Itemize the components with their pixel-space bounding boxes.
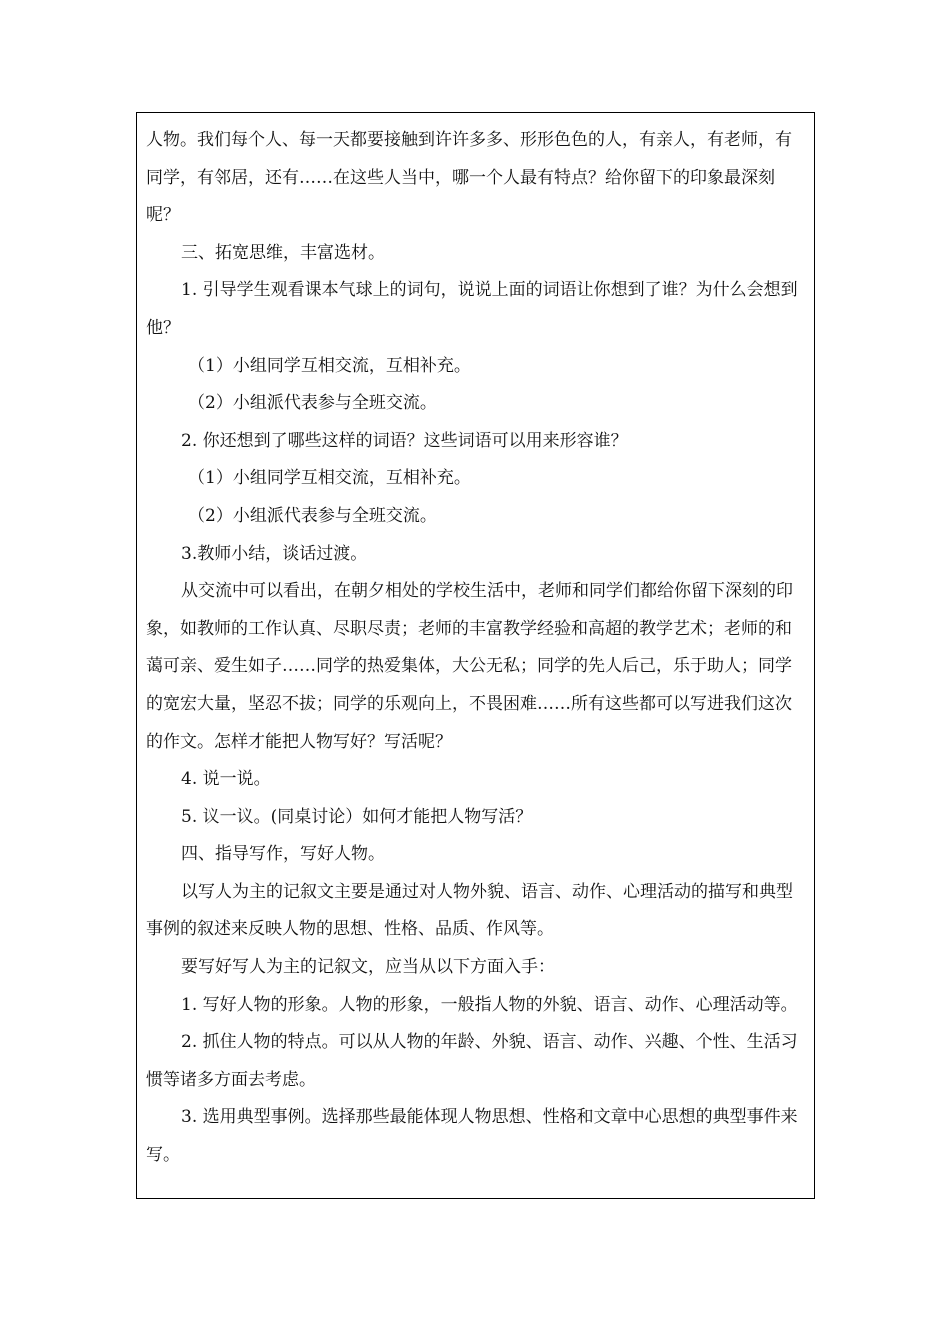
- sub-list-item: （2）小组派代表参与全班交流。: [188, 505, 437, 526]
- list-item: 2. 你还想到了哪些这样的词语？这些词语可以用来形容谁？: [181, 430, 628, 451]
- list-item: 5. 议一议。(同桌讨论）如何才能把人物写活？: [181, 806, 533, 827]
- list-item: 1. 引导学生观看课本气球上的词句，说说上面的词语让你想到了谁？为什么会想到他？: [146, 280, 798, 338]
- paragraph: 人物。我们每个人、每一天都要接触到许许多多、形形色色的人，有亲人，有老师，有同学，有邻居，还有……在这些人当中，哪一个人最有特点？给你留下的印象最深刻呢？: [146, 130, 792, 226]
- table-cell-frame: [136, 112, 815, 1199]
- list-item: 1. 写好人物的形象。人物的形象，一般指人物的外貌、语言、动作、心理活动等。: [181, 994, 798, 1015]
- list-item: 3. 选用典型事例。选择那些最能体现人物思想、性格和文章中心思想的典型事件来写。: [146, 1107, 798, 1166]
- list-item: 4. 说一说。: [181, 769, 271, 790]
- sub-list-item: （1）小组同学互相交流，互相补充。: [188, 468, 471, 489]
- section-heading: 四、指导写作，写好人物。: [181, 844, 385, 865]
- section-heading: 三、拓宽思维，丰富选材。: [181, 242, 385, 263]
- sub-list-item: （2）小组派代表参与全班交流。: [188, 393, 437, 414]
- sub-list-item: （1）小组同学互相交流，互相补充。: [188, 355, 471, 376]
- paragraph: 要写好写人为主的记叙文，应当从以下方面入手：: [181, 957, 555, 978]
- lesson-plan-body: [146, 122, 808, 1175]
- paragraph: 从交流中可以看出，在朝夕相处的学校生活中，老师和同学们都给你留下深刻的印象，如教师的工作认真、尽职尽责；老师的丰富教学经验和高超的教学艺术；老师的和蔼可亲、爱生如子……同学的热爱集体，大公无私；同学的先人后己，乐于助人；同学的宽宏大量，坚忍不拔；同学的乐观向上，不畏困难……所有这些都可以写进我们这次的作文。怎样才能把人物写好？写活呢？: [146, 581, 793, 752]
- list-item: 2. 抓住人物的特点。可以从人物的年龄、外貌、语言、动作、兴趣、个性、生活习惯等诸多方面去考虑。: [146, 1032, 798, 1090]
- list-item: 3.教师小结，谈话过渡。: [181, 543, 368, 564]
- paragraph: 以写人为主的记叙文主要是通过对人物外貌、语言、动作、心理活动的描写和典型事例的叙述来反映人物的思想、性格、品质、作风等。: [146, 881, 793, 940]
